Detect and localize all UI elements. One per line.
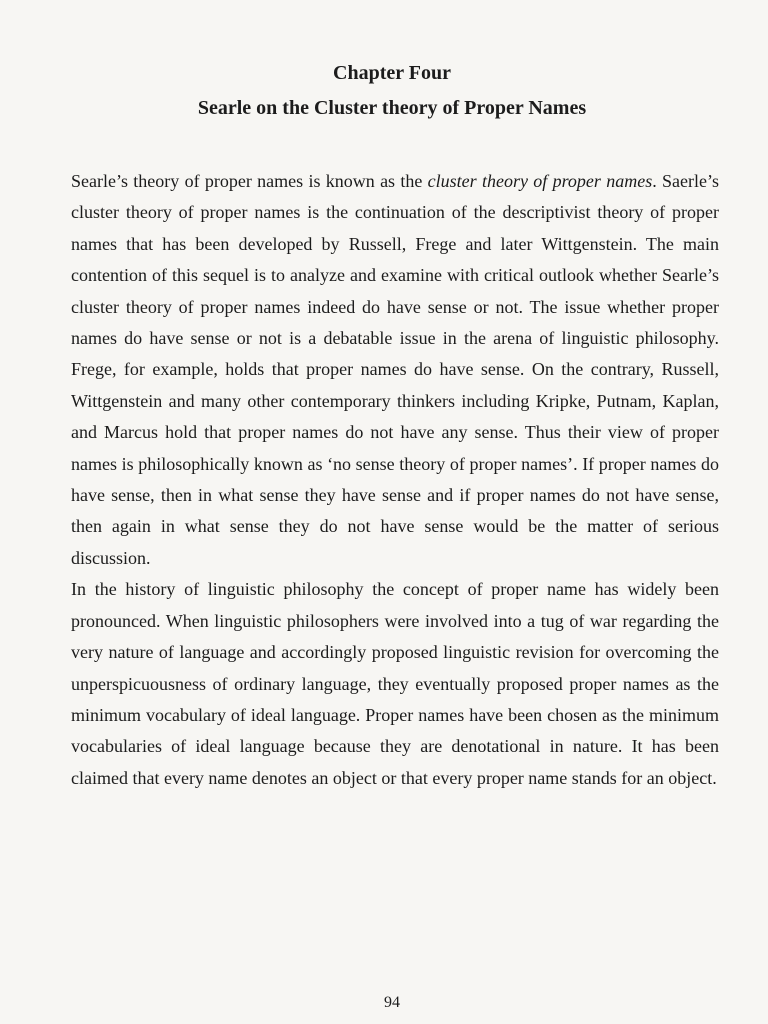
paragraph-2: In the history of linguistic philosophy the concept of proper name has widely been pronounced. When linguistic philosophers were involved into a tug of war regarding the very nature of language and accordingly proposed linguistic revision for overcoming the unperspicuousness of ordinary language, they eventually proposed proper names as the minimum vocabulary of ideal language. Proper names have been chosen as the minimum vocabularies of ideal language because they are denotational in nature. It has been claimed that every name denotes an object or that every proper name stands for an object. <box>71 579 719 788</box>
chapter-title: Searle on the Cluster theory of Proper Names <box>197 97 587 119</box>
paragraph-1-intro: Searle’s theory of proper names is known as the <box>71 171 428 191</box>
chapter-label: Chapter Four <box>333 62 451 84</box>
paragraph-1-italic-term: cluster theory of proper names <box>427 171 653 191</box>
body-text <box>71 166 719 794</box>
paragraph-1 <box>71 166 719 574</box>
paragraph-1-rest: . Saerle’s cluster theory of proper names is the continuation of the descriptivist theory of proper names that has been developed by Russell, Frege and later Wittgenstein. The main contention of this sequel is to analyze and examine with critical outlook whether Searle’s cluster theory of proper names indeed do have sense or not. The issue whether proper names do have sense or not is a debatable issue in the arena of linguistic philosophy. Frege, for example, holds that proper names do have sense. On the contrary, Russell, Wittgenstein and many other contemporary thinkers including Kripke, Putnam, Kaplan, and Marcus hold that proper names do not have any sense. Thus their view of proper names is philosophically known as ‘no sense theory of proper names’. If proper names do have sense, then in what sense they have sense and if proper names do not have sense, then again in what sense they do not have sense would be the matter of serious discussion. <box>71 171 719 568</box>
page-number: 94 <box>384 994 400 1011</box>
